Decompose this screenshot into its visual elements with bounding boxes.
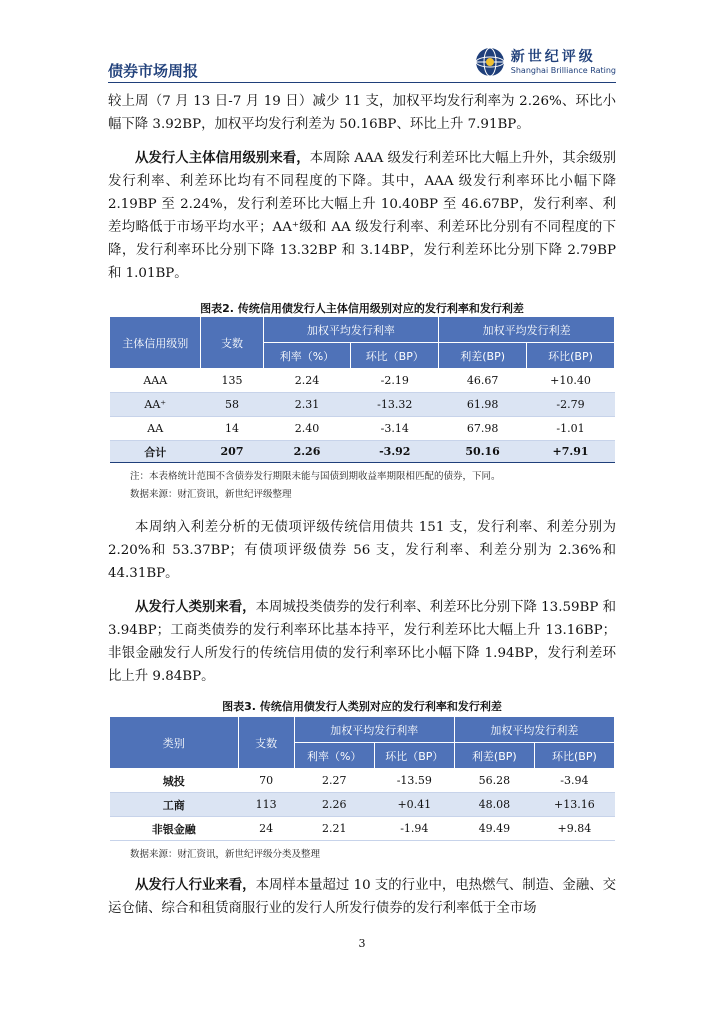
table2-source: 数据来源：财汇资讯，新世纪评级整理: [130, 489, 292, 500]
col-spread-change: 环比(BP): [534, 743, 614, 769]
paragraph-industry-body: 本周样本量超过 10 支的行业中，电热燃气、制造、金融、交运仓储、综合和租赁商服行业的发行人所发行债券的发行利率低于全市场: [108, 878, 616, 916]
paragraph-industry-lead: 从发行人行业来看，: [135, 878, 256, 893]
col-rate-group: 加权平均发行利率: [263, 317, 439, 343]
table-row: AA⁺ 58 2.31 -13.32 61.98 -2.79: [110, 393, 615, 417]
company-logo: [475, 45, 616, 79]
table-row: 工商 113 2.26 +0.41 48.08 +13.16: [110, 793, 615, 817]
col-spread: 利差(BP): [454, 743, 534, 769]
page-header: [108, 42, 616, 83]
col-count: 支数: [238, 717, 294, 769]
report-title: 债券市场周报: [108, 62, 199, 80]
table-row: 城投 70 2.27 -13.59 56.28 -3.94: [110, 769, 615, 793]
paragraph-issuer-type-body: 本周城投类债券的发行利率、利差环比分别下降 13.59BP 和 3.94BP；工商类债券的发行利率环比基本持平，发行利差环比大幅上升 13.16BP；非银金融发行人所发行的传统信用债的发行利率环比小幅下降 1.94BP，发行利差环比上升 9.84BP。: [108, 600, 617, 684]
paragraph-industry: [108, 874, 616, 920]
table2-caption: 图表2. 传统信用债发行人主体信用级别对应的发行利率和发行利差: [200, 302, 524, 315]
paragraph-1: 较上周（7 月 13 日-7 月 19 日）减少 11 支，加权平均发行利率为 2.26%、环比小幅下降 3.92BP，加权平均发行利差为 50.16BP、环比上升 7.91BP。: [108, 94, 616, 132]
col-rating: 主体信用级别: [110, 317, 201, 369]
col-type: 类别: [110, 717, 239, 769]
table-total-row: 合计 207 2.26 -3.92 50.16 +7.91: [110, 441, 615, 463]
table-row: 非银金融 24 2.21 -1.94 49.49 +9.84: [110, 817, 615, 841]
col-rate: 利率（%）: [294, 743, 374, 769]
col-spread-change: 环比(BP): [527, 343, 615, 369]
paragraph-rating-lead: 从发行人主体信用级别来看，: [135, 151, 310, 166]
logo-english-name: Shanghai Brilliance Rating: [510, 65, 616, 75]
col-spread-group: 加权平均发行利差: [439, 317, 615, 343]
col-rate: 利率（%）: [263, 343, 351, 369]
paragraph-rating: [108, 147, 616, 285]
paragraph-issuer-type-lead: 从发行人类别来看，: [135, 600, 256, 615]
paragraph-issuer-type: [108, 596, 616, 688]
col-count: 支数: [201, 317, 263, 369]
logo-chinese-name: 新世纪评级: [510, 48, 596, 65]
paragraph-rating-body: 本周除 AAA 级发行利差环比大幅上升外，其余级别发行利率、利差环比均有不同程度的下降。其中，AAA 级发行利率环比小幅下降 2.19BP 至 2.24%，发行利差环比大幅上升 10.40BP 至 46.67BP，发行利率、利差均略低于市场平均水平；AA⁺级和 AA 级发行利率、利差环比分别有不同程度的下降，发行利率环比分别下降 13.32BP 和 3.14BP，发行利差环比分别下降 2.79BP 和 1.01BP。: [108, 151, 616, 281]
rating-spread-table: [109, 316, 615, 463]
issuer-type-table: [109, 716, 615, 841]
paragraph-rated-unrated: 本周纳入利差分析的无债项评级传统信用债共 151 支，发行利率、利差分别为 2.20%和 53.37BP；有债项评级债券 56 支，发行利率、利差分别为 2.36%和 44.31BP。: [108, 520, 616, 581]
page-number: 3: [358, 937, 366, 950]
table-row: AAA 135 2.24 -2.19 46.67 +10.40: [110, 369, 615, 393]
col-spread: 利差(BP): [439, 343, 527, 369]
col-rate-change: 环比（BP）: [351, 343, 439, 369]
col-spread-group: 加权平均发行利差: [454, 717, 614, 743]
col-rate-group: 加权平均发行利率: [294, 717, 454, 743]
brilliance-globe-icon: [475, 47, 505, 77]
table3-caption: 图表3. 传统信用债发行人类别对应的发行利率和发行利差: [222, 700, 502, 713]
table3-source: 数据来源：财汇资讯，新世纪评级分类及整理: [130, 849, 321, 860]
col-rate-change: 环比（BP）: [374, 743, 454, 769]
table-row: AA 14 2.40 -3.14 67.98 -1.01: [110, 417, 615, 441]
table2-note: 注：本表格统计范围不含债券发行期限未能与国债到期收益率期限相匹配的债券，下同。: [130, 471, 501, 482]
